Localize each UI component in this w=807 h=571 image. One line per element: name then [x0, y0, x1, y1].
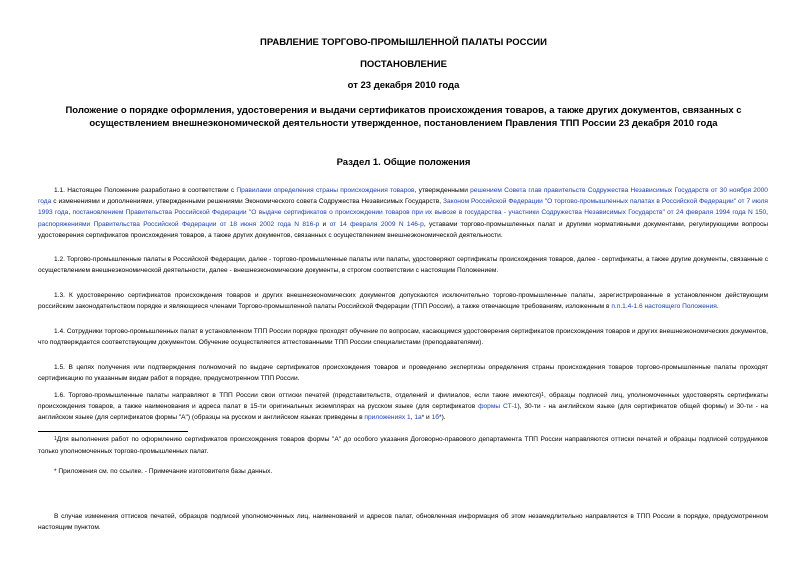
- text-span: 1.6. Торгово-промышленные палаты направляют в ТПП России свои оттиски печатей (представительств, отделений и филиалов, если такие имеются): [54, 392, 542, 399]
- text-span: .: [716, 303, 719, 311]
- text-span: , уставами торгово-промышленных палат и другими нормативными документами, регулирующими вопросы удостоверения сертификатов происхождения товаров, а также других документов, связанных с осуществлением внешнеэкономической деятельности.: [38, 220, 768, 239]
- paragraph-1-6: [38, 390, 768, 424]
- footnote-2: * Приложения см. по ссылке. - Примечание изготовителя базы данных.: [54, 468, 273, 475]
- paragraph-1-5: 1.5. В целях получения или подтверждения полномочий по выдаче сертификатов происхождения товаров и проведению экспертизы определения страны происхождения товаров торгово-промышленные палаты проходят сертификацию по указанным видам работ в порядке, предусмотренном ТПП России.: [38, 364, 768, 383]
- text-span: и: [319, 220, 330, 228]
- paragraph-1-4: 1.4. Сотрудники торгово-промышленных палат в установленном ТПП России порядке проходят обучение по вопросам, касающимся удостоверения сертификатов происхождения товаров и других внешнеэкономических документов, что подтверждается соответствующим документом. Обучение осуществляется аттестованными ТПП России специалистами (преподавателями).: [38, 328, 768, 347]
- paragraph-1-3: [38, 290, 768, 312]
- footnote-divider: [38, 431, 188, 432]
- paragraph-closing: В случае изменения оттисков печатей, образцов подписей уполномоченных лиц, наименований и адресов палат, обновленная информация об этом незамедлительно направляется в ТПП России в порядке, предусмотренном настоящим пунктом.: [38, 513, 768, 532]
- link-order-146r[interactable]: от 14 февраля 2009 N 146-р: [329, 220, 424, 228]
- link-origin-rules[interactable]: Правилами определения страны происхождения товаров: [236, 187, 415, 194]
- link-chambers-law[interactable]: Законом Российской Федерации "О торгово-промышленных палатах в Российской Федерации" от 7 июля 1993 года: [38, 198, 768, 217]
- doc-date: от 23 декабря 2010 года: [347, 80, 460, 91]
- text-span: 1.1. Настоящее Положение разработано в соответствии с: [54, 187, 237, 194]
- link-appendix-1b[interactable]: 1б: [431, 414, 440, 422]
- link-gov-resolution-150[interactable]: постановлением Правительства Российской Федерации "О выдаче сертификатов о происхождении товаров при их вывозе в государства - участники Содружества Независимых Государств" от 24 февраля 1994 года N 150: [72, 209, 767, 217]
- link-form-st1[interactable]: формы СТ-1: [478, 403, 518, 411]
- doc-title: Положение о порядке оформления, удостоверения и выдачи сертификатов происхождения товаров, а также других документов, связанных с осуществлением внешнеэкономической деятельности утвержденное, постановлением Правления ТПП России 23 декабря 2010 года: [65, 105, 742, 129]
- footnote-marker: 1: [54, 436, 57, 442]
- text-span: ,: [410, 414, 415, 422]
- link-cis-decision[interactable]: решением Совета глав правительств Содружества Независимых Государств от 30 ноября 2000 года: [38, 187, 768, 206]
- section-heading: Раздел 1. Общие положения: [336, 157, 471, 168]
- text-span: *).: [439, 414, 446, 422]
- footnote-1: [38, 434, 768, 457]
- text-span: ,: [766, 209, 768, 217]
- link-clauses-1-4-1-6[interactable]: п.п.1.4-1.6 настоящего Положения: [611, 303, 717, 311]
- text-span: ,: [68, 209, 73, 217]
- text-span: Для выполнения работ по оформлению сертификатов происхождения товаров формы "А" до особого указания Договорно-правового департамента ТПП России направляются оттиски печатей и образцы подписей сотрудников только уполномоченных торгово-промышленных палат.: [38, 436, 768, 455]
- paragraph-1-1: [38, 185, 768, 241]
- text-span: ), 30-ти - на английском языке (для сертификатов общей формы) и 30-ти - на английском языке (для сертификатов формы "А") (образцы на русском и английском языках приведены в: [38, 403, 768, 422]
- text-span: 1.3. К удостоверению сертификатов происхождения товаров и других внешнеэкономических документов допускаются исключительно торгово-промышленные палаты, зарегистрированные в установленном действующим российским законодательством порядке и являющиеся членами Торгово-промышленной палаты Российской Федерации (ТПП России), а также отвечающие требованиям, изложенным в: [38, 292, 768, 311]
- footnote-ref[interactable]: 1: [541, 392, 544, 398]
- text-span: * и: [421, 414, 432, 422]
- org-header: ПРАВЛЕНИЕ ТОРГОВО-ПРОМЫШЛЕННОЙ ПАЛАТЫ РОССИИ: [260, 37, 547, 48]
- text-span: с изменениями и дополнениями, утвержденными решениями Экономического совета Содружества Независимых Государств,: [51, 198, 443, 206]
- link-order-816r[interactable]: распоряжениями Правительства Российской Федерации от 18 июня 2002 года N 816-р: [38, 220, 320, 228]
- paragraph-1-2: 1.2. Торгово-промышленные палаты в Российской Федерации, далее - торгово-промышленные палаты или палаты, удостоверяют сертификаты происхождения товаров, далее - сертификаты, а также другие документы, связанные с осуществлением внешнеэкономической деятельности, далее - внешнеэкономические документы, в строгом соответствии с настоящим Положением.: [38, 256, 768, 275]
- text-span: , образцы подписей лиц, уполномоченных удостоверять сертификаты происхождения товаров, а также наименования и адреса палат в 15-ти оригинальных экземплярах на русском языке (для сертификатов: [38, 392, 768, 411]
- link-appendix-1a[interactable]: 1а: [414, 414, 422, 422]
- doc-type: ПОСТАНОВЛЕНИЕ: [360, 59, 447, 70]
- text-span: , утвержденными: [414, 187, 471, 194]
- link-appendix-1[interactable]: приложениях 1: [364, 414, 411, 422]
